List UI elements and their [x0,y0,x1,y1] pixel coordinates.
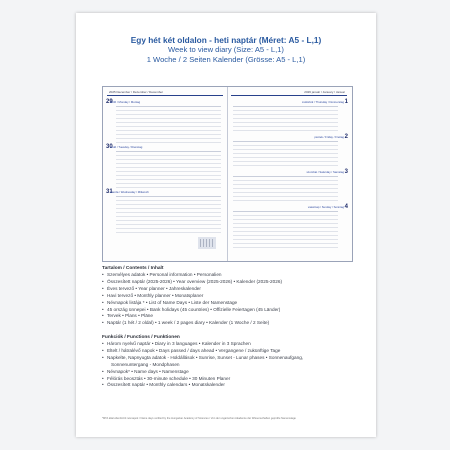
day-header [231,204,347,211]
rule [116,106,221,107]
rule [233,149,338,150]
rule [116,171,221,172]
rule [233,114,338,115]
rule [233,211,338,212]
list-item: • Havi tervező • Monthly planner • Monatsplaner [102,293,352,300]
rule [116,118,221,119]
rule [233,243,338,244]
day-block [107,99,223,145]
diary-spread-preview [102,86,353,262]
list-item: • Napkelte, Napnyugta adatok - Holdállások • Sunrise, Sunset - Lunar phases • Sonnenaufgang, [102,355,352,362]
rule [233,106,338,107]
rule [116,134,221,135]
rule [233,161,338,162]
rule [233,180,338,181]
rule [116,224,221,225]
title-german: 1 Woche / 2 Seiten Kalender (Grösse: A5 - L,1) [146,54,306,64]
day-label: csütörtök / Thursday / Donnerstag [301,100,344,104]
functions-section [102,334,352,389]
rule [116,212,221,213]
list-item: • Félórás beosztás • 30-minute schedule • 30 Minuten Planer [102,376,352,383]
rule [233,110,338,111]
day-label: kedd / Tuesday / Dienstag [110,145,143,149]
day-number: 30 [106,144,113,150]
rule [233,188,338,189]
rule [233,153,338,154]
day-header [231,134,347,141]
day-header [107,99,223,106]
list-item: • Névnapok listája * • List of Name Days • Liste der Namenstage [102,300,352,307]
rule [233,122,338,123]
day-number: 2 [344,134,348,140]
list-item: • Névnapok* • Name days • Namenstage [102,369,352,376]
rule [233,231,338,232]
rule [116,228,221,229]
list-item: • Három nyelvű naptár • Diary in 3 languages • Kalender in 3 Sprachen [102,341,352,348]
header-rule [107,95,223,96]
list-item: • Összesített naptár (2025-2026) • Year overview (2025-2026) • Kalender (2025-2026) [102,279,352,286]
contents-heading: Tartalom / Contents / Inhalt [102,266,164,271]
rule [116,114,221,115]
rule [233,215,338,216]
list-item: • Személyes adatok • Personal information • Personalien [102,272,352,279]
rule [233,223,338,224]
rule [233,200,338,201]
list-item-continuation: Sonnenuntergang - Mondphasen [111,361,180,367]
rule [116,138,221,139]
rule [116,216,221,217]
day-label: hétfő / Monday / Montag [110,100,141,104]
rule [116,142,221,143]
rule [116,196,221,197]
functions-heading: Funkciók / Functions / Funktionen [102,335,180,340]
right-page-header: 2026 január / January / Januar [304,90,345,94]
rule [116,175,221,176]
rule [233,157,338,158]
title-hungarian: Egy hét két oldalon - heti naptár (Méret: A5 - L,1) [130,35,322,45]
footnote: *MTA által ellenőrzött névnapok / Name days verified by the Hungarian Academy of Sciences / Von der ungarischen Akademie der Wissenschaften geprüfte Namenstage [102,417,296,420]
rule [233,235,338,236]
rule [233,196,338,197]
header-rule [231,95,347,96]
day-block [231,204,347,250]
rule [233,227,338,228]
rule [116,122,221,123]
rule [233,247,338,248]
day-number: 29 [106,99,113,105]
day-label: vasárnap / Sunday / Sonntag [307,205,344,209]
contents-list [102,272,352,327]
rule [116,220,221,221]
rule [233,239,338,240]
contents-section [102,265,352,327]
list-item: • Naptár (1 hét / 2 oldal) • 1 week / 2 pages diary • Kalender (1 Woche / 2 Seite) [102,320,352,327]
rule [116,179,221,180]
rule [233,176,338,177]
rule [233,130,338,131]
list-item: • Tervek • Plans • Pläne [102,313,352,320]
list-item: • Eltelt / hátralévő napok • Days passed / days ahead • Vergangene / zukünftige Tage [102,348,352,355]
rule [116,163,221,164]
rule [233,219,338,220]
day-block [107,189,223,235]
rule [116,159,221,160]
rule [116,110,221,111]
list-item: • 45 ország ünnepei • Bank holidays (45 countries) • Offizielle Feiertagen (45 Länder) [102,307,352,314]
mini-calendar [198,237,216,249]
rule [116,187,221,188]
list-item: • Összesített naptár • Monthly calendars • Monatskalender [102,382,352,389]
rule [116,232,221,233]
day-header [231,169,347,176]
rule [233,184,338,185]
day-label: szombat / Saturday / Samstag [306,170,344,174]
day-number: 1 [344,99,348,105]
rule [233,126,338,127]
rule [116,126,221,127]
rule [233,118,338,119]
list-item: • Éves tervező • Year planner • Jahreskalender [102,286,352,293]
day-number: 3 [344,169,348,175]
diary-right-page [227,87,351,261]
rule [233,141,338,142]
title-english: Week to view diary (Size: A5 - L,1) [168,45,284,54]
rule [116,167,221,168]
product-sheet [76,13,376,437]
rule [116,130,221,131]
rule [116,200,221,201]
day-label: szerda / Wednesday / Mittwoch [110,190,149,194]
rule [116,155,221,156]
functions-list [102,341,352,389]
day-header [107,189,223,196]
rule [116,204,221,205]
rule [116,208,221,209]
day-block [107,144,223,190]
day-label: péntek / Friday / Freitag [314,135,344,139]
left-page-header: 2025 December / Dezember / December [109,90,164,94]
day-number: 31 [106,189,113,195]
day-header [231,99,347,106]
rule [116,183,221,184]
title-block [76,35,376,64]
day-header [107,144,223,151]
diary-left-page [103,87,228,261]
rule [233,145,338,146]
rule [116,151,221,152]
rule [233,192,338,193]
rule [233,165,338,166]
day-number: 4 [344,204,348,210]
